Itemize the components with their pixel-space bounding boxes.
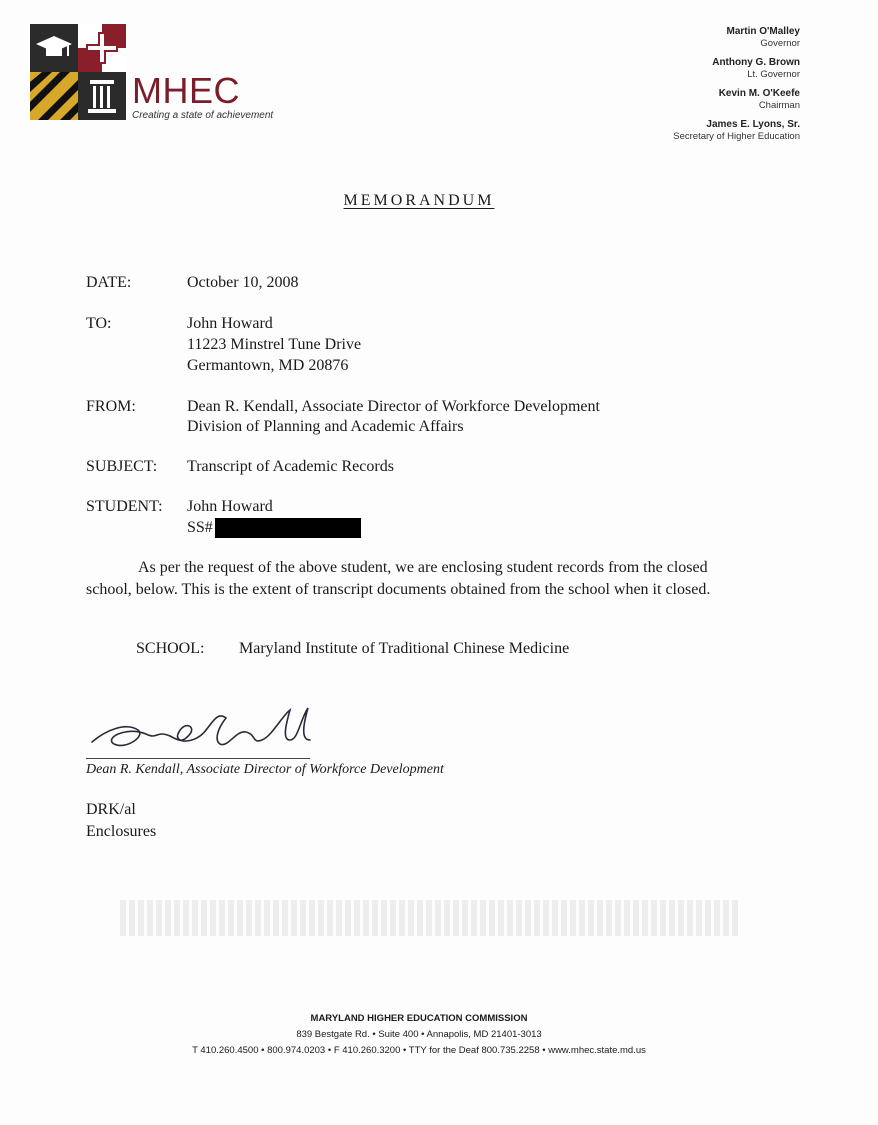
to-line: John Howard [187, 315, 273, 332]
signature-line [86, 758, 310, 759]
date-label: DATE: [86, 274, 132, 291]
date-value: October 10, 2008 [187, 274, 299, 291]
from-line: Dean R. Kendall, Associate Director of Workforce Development [187, 398, 600, 415]
bleed-through-texture [120, 900, 740, 936]
official-name: Kevin M. O'Keefe [718, 88, 800, 99]
school-row [136, 640, 570, 658]
enclosures-note: Enclosures [86, 823, 157, 840]
official-entry [673, 26, 800, 50]
typist-initials: DRK/al [86, 801, 136, 818]
mortarboard-icon [30, 24, 78, 72]
from-line: Division of Planning and Academic Affairs [187, 418, 464, 435]
redaction-bar [215, 518, 361, 538]
to-label: TO: [86, 315, 112, 332]
official-title: Chairman [758, 100, 800, 111]
from-label: FROM: [86, 398, 136, 415]
cross-bottony-icon [78, 24, 126, 72]
school-value: Maryland Institute of Traditional Chinese Medicine [239, 640, 570, 657]
official-title: Governor [760, 38, 800, 49]
logo-wordmark: MHEC [132, 70, 240, 111]
student-label: STUDENT: [86, 498, 163, 515]
footer-address: 839 Bestgate Rd. • Suite 400 • Annapolis, MD 21401-3013 [296, 1029, 542, 1040]
student-name: John Howard [187, 498, 273, 515]
closing-block [86, 799, 156, 843]
footer-contact: T 410.260.4500 • 800.974.0203 • F 410.260.3200 • TTY for the Deaf 800.735.2258 • www.mhec.state.md.us [192, 1045, 646, 1056]
official-entry [673, 57, 800, 81]
footer-org: MARYLAND HIGHER EDUCATION COMMISSION [310, 1013, 528, 1024]
ssn-line [187, 517, 361, 538]
ssn-label: SS# [187, 519, 213, 536]
official-entry [673, 119, 800, 143]
school-label: SCHOOL: [136, 640, 205, 657]
subject-label: SUBJECT: [86, 458, 158, 475]
column-icon [78, 72, 126, 120]
official-name: Anthony G. Brown [712, 57, 800, 68]
to-line: 11223 Minstrel Tune Drive [187, 336, 362, 353]
official-entry [673, 88, 800, 112]
official-name: Martin O'Malley [726, 26, 800, 37]
subject-value: Transcript of Academic Records [187, 458, 394, 475]
mhec-logo-mark [30, 24, 126, 120]
to-line: Germantown, MD 20876 [187, 357, 349, 374]
official-title: Secretary of Higher Education [673, 131, 800, 142]
official-name: James E. Lyons, Sr. [706, 119, 800, 130]
signature-caption: Dean R. Kendall, Associate Director of Workforce Development [86, 762, 444, 777]
body-paragraph: As per the request of the above student, we are enclosing student records from the closed school, below. This is the extent of transcript documents obtained from the school when it closed. [86, 559, 711, 598]
logo-tagline: Creating a state of achievement [132, 110, 274, 121]
maryland-flag-chevrons-icon [30, 72, 78, 120]
official-title: Lt. Governor [747, 69, 800, 80]
memo-heading: MEMORANDUM [343, 192, 495, 209]
officials-list [673, 26, 800, 150]
handwritten-signature [86, 700, 326, 765]
